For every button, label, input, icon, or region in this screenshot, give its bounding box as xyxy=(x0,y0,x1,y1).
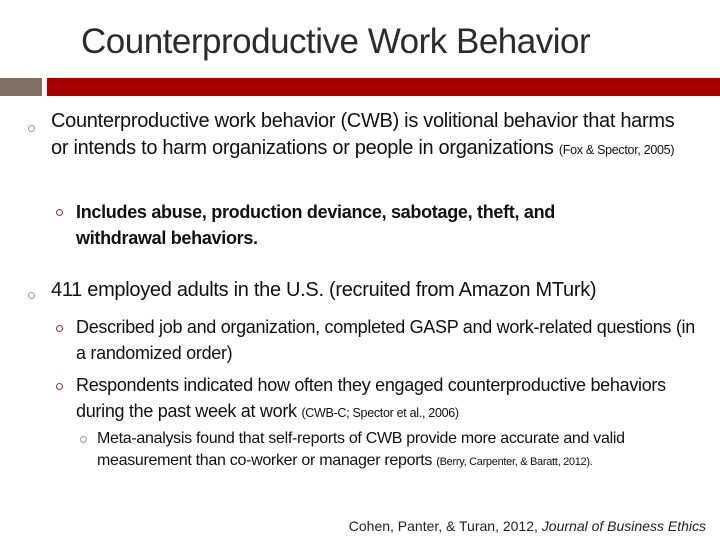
title-accent-bar xyxy=(47,78,720,96)
bullet-2-2-citation: (CWB-C; Spector et al., 2006) xyxy=(301,406,459,420)
title-side-block xyxy=(0,78,42,96)
bullet-1-1-marker-icon xyxy=(56,209,63,216)
slide-footer-citation xyxy=(349,518,706,534)
bullet-2-marker-icon xyxy=(28,292,35,299)
bullet-1-text: Counterproductive work behavior (CWB) is volitional behavior that harms or intends to harm organizations or people in organizations xyxy=(51,110,675,159)
bullet-2-1-marker-icon xyxy=(56,325,63,332)
slide-title: Counterproductive Work Behavior xyxy=(81,22,591,61)
bullet-1-marker-icon xyxy=(28,125,35,132)
bullet-2-2-marker-icon xyxy=(56,383,63,390)
bullet-1-1 xyxy=(76,199,646,251)
bullet-2-1-text: Described job and organization, completed GASP and work-related questions (in a randomized order) xyxy=(76,317,695,363)
bullet-1-citation: (Fox & Spector, 2005) xyxy=(558,143,675,157)
bullet-2-2-1-marker-icon xyxy=(80,436,87,443)
bullet-1-1-text: Includes abuse, production deviance, sabotage, theft, and withdrawal behaviors. xyxy=(76,202,555,248)
footer-authors: Cohen, Panter, & Turan, 2012, xyxy=(348,518,542,534)
bullet-2-2-text: Respondents indicated how often they engaged counterproductive behaviors during the past week at work xyxy=(76,375,666,421)
bullet-2-2-1 xyxy=(97,428,697,473)
bullet-2-1 xyxy=(76,314,706,366)
bullet-1 xyxy=(51,108,691,164)
footer-journal: Journal of Business Ethics xyxy=(541,518,706,534)
bullet-2 xyxy=(51,277,711,304)
bullet-2-text: 411 employed adults in the U.S. (recruited from Amazon MTurk) xyxy=(51,279,597,301)
bullet-2-2-1-text: Meta-analysis found that self-reports of CWB provide more accurate and valid measurement than co-worker or manager reports xyxy=(97,430,625,469)
bullet-2-2-1-citation: (Berry, Carpenter, & Baratt, 2012). xyxy=(436,456,593,468)
bullet-2-2 xyxy=(76,372,706,426)
